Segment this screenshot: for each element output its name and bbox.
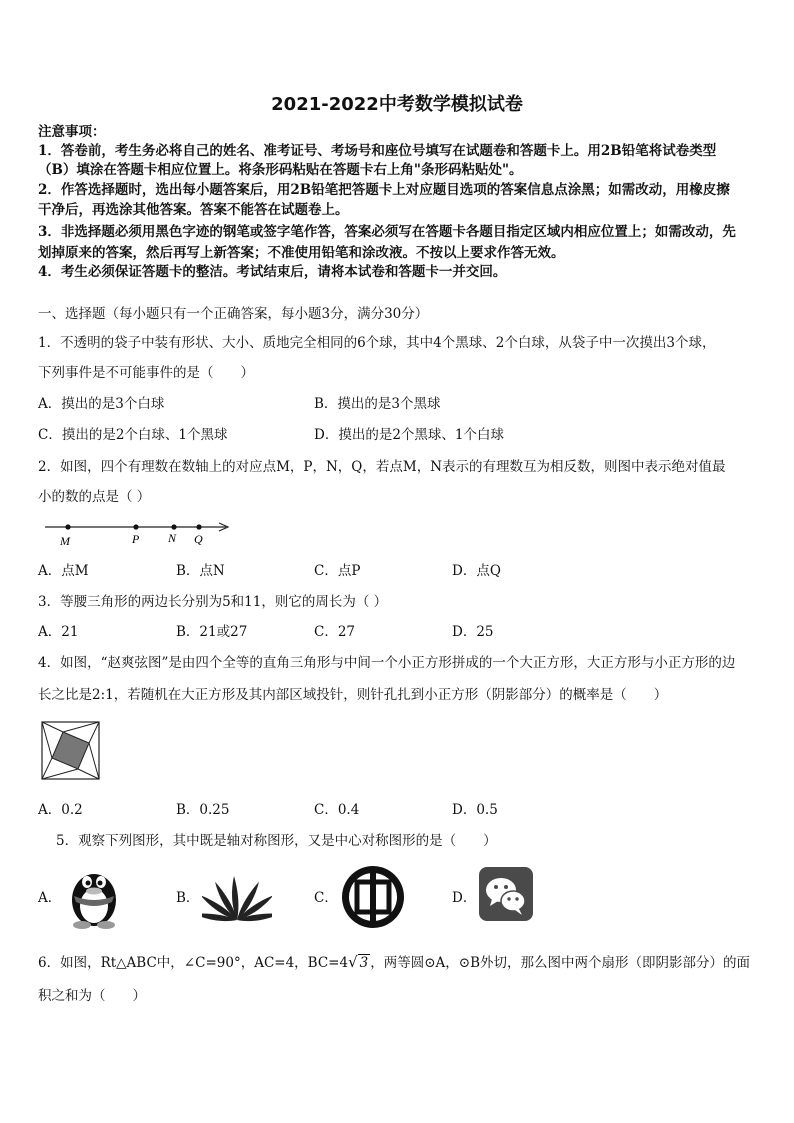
notice-line: 4．考生必须保证答题卡的整洁。考试结束后，请将本试卷和答题卡一并交回。 xyxy=(38,264,507,280)
q4-option-b: B．0.25 xyxy=(176,802,230,818)
qq-penguin-icon xyxy=(62,860,126,930)
q3-option-b: B．21或27 xyxy=(176,624,248,640)
wechat-logo-icon xyxy=(478,866,534,922)
section-heading: 一、选择题（每小题只有一个正确答案，每小题3分，满分30分） xyxy=(38,306,429,322)
point-m-label: M xyxy=(60,534,70,548)
notice-line: 干净后，再选涂其他答案。答案不能答在试题卷上。 xyxy=(38,202,349,218)
point-p-label: P xyxy=(132,532,140,546)
icbc-logo-icon xyxy=(340,864,406,930)
q4-option-a: A．0.2 xyxy=(38,802,83,818)
q5-stem: 5．观察下列图形，其中既是轴对称图形，又是中心对称图形的是（ ） xyxy=(56,833,497,849)
huawei-logo-icon xyxy=(202,868,272,924)
q2-option-a: A．点M xyxy=(38,563,89,579)
point-n-dot xyxy=(171,524,176,529)
notice-line: 3．非选择题必须用黑色字迹的钢笔或签字笔作答，答案必须写在答题卡各题目指定区域内相应位置上；如需改动，先 xyxy=(38,224,736,240)
q3-option-d: D．25 xyxy=(452,624,494,640)
q6-stem: 积之和为（ ） xyxy=(38,988,146,1004)
number-line-figure xyxy=(40,518,240,552)
q5-option-a: A． xyxy=(38,890,62,906)
q4-stem: 4．如图，“赵爽弦图”是由四个全等的直角三角形与中间一个小正方形拼成的一个大正方形，大正方形与小正方形的边 xyxy=(38,655,736,671)
q3-option-a: A．21 xyxy=(38,624,79,640)
notice-line: 划掉原来的答案，然后再写上新答案；不准使用铅笔和涂改液。不按以上要求作答无效。 xyxy=(38,245,565,261)
q5-option-b: B． xyxy=(176,890,200,906)
point-p-dot xyxy=(133,524,138,529)
point-q-dot xyxy=(196,524,201,529)
point-n-label: N xyxy=(168,531,177,545)
notice-line: 1．答卷前，考生务必将自己的姓名、准考证号、考场号和座位号填写在试题卷和答题卡上。用2B铅笔将试卷类型 xyxy=(38,143,717,159)
q2-option-c: C．点P xyxy=(314,563,361,579)
q5-option-c: C． xyxy=(314,890,338,906)
q4-option-d: D．0.5 xyxy=(452,802,498,818)
notice-line: 2．作答选择题时，选出每小题答案后，用2B铅笔把答题卡上对应题目选项的答案信息点涂黑；如需改动，用橡皮擦 xyxy=(38,182,730,198)
q4-stem: 长之比是2:1，若随机在大正方形及其内部区域投针，则针孔扎到小正方形（阴影部分）的概率是（ ） xyxy=(38,687,668,703)
zhaoshuang-square-figure xyxy=(41,721,101,781)
q2-option-d: D．点Q xyxy=(452,563,501,579)
notice-line: （B）填涂在答题卡相应位置上。将条形码粘贴在答题卡右上角"条形码粘贴处"。 xyxy=(38,162,523,178)
q6-stem-part: 6．如图，Rt△ABC中，∠C=90°，AC=4，BC=4 xyxy=(38,955,349,971)
q6-stem-part: ，两等圆⊙A，⊙B外切，那么图中两个扇形（即阴影部分）的面 xyxy=(370,955,751,971)
q4-option-c: C．0.4 xyxy=(314,802,360,818)
q1-option-a: A．摸出的是3个白球 xyxy=(38,396,165,412)
sqrt-sign: √ xyxy=(348,953,358,971)
q1-option-c: C．摸出的是2个白球、1个黑球 xyxy=(38,427,228,443)
q1-option-b: B．摸出的是3个黑球 xyxy=(314,396,441,412)
q3-option-c: C．27 xyxy=(314,624,356,640)
point-m-dot xyxy=(65,524,70,529)
q3-stem: 3．等腰三角形的两边长分别为5和11，则它的周长为（ ） xyxy=(38,594,388,610)
notice-heading: 注意事项： xyxy=(38,124,106,140)
q1-stem: 1．不透明的袋子中装有形状、大小、质地完全相同的6个球，其中4个黑球、2个白球，从袋子中一次摸出3个球， xyxy=(38,335,716,351)
q1-stem: 下列事件是不可能事件的是（ ） xyxy=(38,365,254,381)
q1-option-d: D．摸出的是2个黑球、1个白球 xyxy=(314,427,505,443)
q5-option-d: D． xyxy=(452,890,477,906)
q6-stem xyxy=(38,954,750,971)
q2-stem: 2．如图，四个有理数在数轴上的对应点M，P，N，Q，若点M，N表示的有理数互为相反数，则图中表示绝对值最 xyxy=(38,459,726,475)
q6-sqrt-radicand: 3 xyxy=(359,955,369,971)
page-title: 2021-2022中考数学模拟试卷 xyxy=(271,94,523,115)
q2-option-b: B．点N xyxy=(176,563,225,579)
point-q-label: Q xyxy=(194,532,203,546)
q2-stem: 小的数的点是（ ） xyxy=(38,489,151,505)
